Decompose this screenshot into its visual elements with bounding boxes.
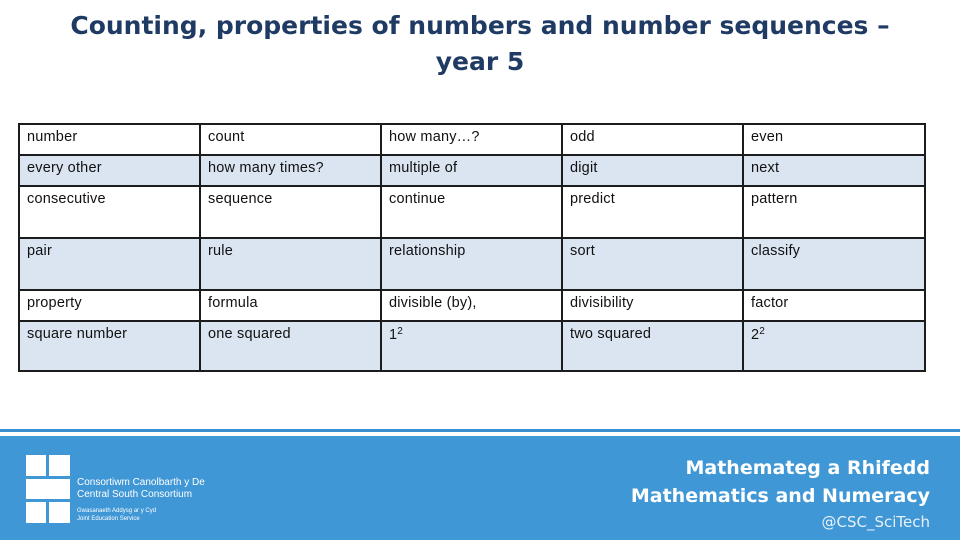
table-cell: number bbox=[19, 124, 200, 155]
vocabulary-table bbox=[18, 123, 926, 372]
logo-line-welsh: Consortiwm Canolbarth y De bbox=[77, 477, 205, 488]
table-cell: predict bbox=[562, 186, 743, 238]
exponent: 2 bbox=[397, 326, 404, 337]
table-cell: rule bbox=[200, 238, 381, 290]
table-cell: every other bbox=[19, 155, 200, 186]
logo-line-english: Central South Consortium bbox=[77, 489, 193, 500]
table-cell: odd bbox=[562, 124, 743, 155]
table-cell: one squared bbox=[200, 321, 381, 371]
table-cell: pattern bbox=[743, 186, 925, 238]
table-cell: how many times? bbox=[200, 155, 381, 186]
logo-service-english: Joint Education Service bbox=[77, 516, 140, 522]
table-cell: even bbox=[743, 124, 925, 155]
consortium-logo-text bbox=[77, 477, 205, 523]
table-row bbox=[19, 186, 925, 238]
table-row bbox=[19, 238, 925, 290]
table-cell: classify bbox=[743, 238, 925, 290]
table-cell: two squared bbox=[562, 321, 743, 371]
slide-title-line-1: Counting, properties of numbers and number sequences – bbox=[70, 11, 890, 40]
footer-banner bbox=[0, 436, 960, 540]
table-row bbox=[19, 321, 925, 371]
table-cell: pair bbox=[19, 238, 200, 290]
table-row bbox=[19, 124, 925, 155]
table-cell: square number bbox=[19, 321, 200, 371]
table-cell: formula bbox=[200, 290, 381, 321]
twitter-handle: @CSC_SciTech bbox=[821, 513, 930, 531]
consortium-logo-icon bbox=[26, 455, 73, 523]
table-cell: sequence bbox=[200, 186, 381, 238]
table-cell: multiple of bbox=[381, 155, 562, 186]
brand-title-english: Mathematics and Numeracy bbox=[630, 485, 930, 507]
table-cell: next bbox=[743, 155, 925, 186]
table-cell: factor bbox=[743, 290, 925, 321]
table-cell-two-squared-notation bbox=[743, 321, 925, 371]
table-cell: divisible (by), bbox=[381, 290, 562, 321]
brand-title-welsh: Mathemateg a Rhifedd bbox=[685, 457, 930, 479]
table-row bbox=[19, 290, 925, 321]
table-cell: how many…? bbox=[381, 124, 562, 155]
base-number: 2 bbox=[751, 327, 760, 343]
table-cell: digit bbox=[562, 155, 743, 186]
slide-title bbox=[60, 8, 900, 80]
subject-brand bbox=[631, 454, 930, 534]
footer-divider bbox=[0, 429, 960, 432]
slide-title-line-2: year 5 bbox=[435, 47, 525, 76]
table-cell: relationship bbox=[381, 238, 562, 290]
table-cell: consecutive bbox=[19, 186, 200, 238]
logo-service-welsh: Gwasanaeth Addysg ar y Cyd bbox=[77, 508, 157, 514]
table-cell: divisibility bbox=[562, 290, 743, 321]
base-number: 1 bbox=[389, 327, 398, 343]
table-cell: count bbox=[200, 124, 381, 155]
table-cell: sort bbox=[562, 238, 743, 290]
table-cell-one-squared-notation bbox=[381, 321, 562, 371]
exponent: 2 bbox=[759, 326, 766, 337]
table-cell: property bbox=[19, 290, 200, 321]
table-cell: continue bbox=[381, 186, 562, 238]
table-row bbox=[19, 155, 925, 186]
